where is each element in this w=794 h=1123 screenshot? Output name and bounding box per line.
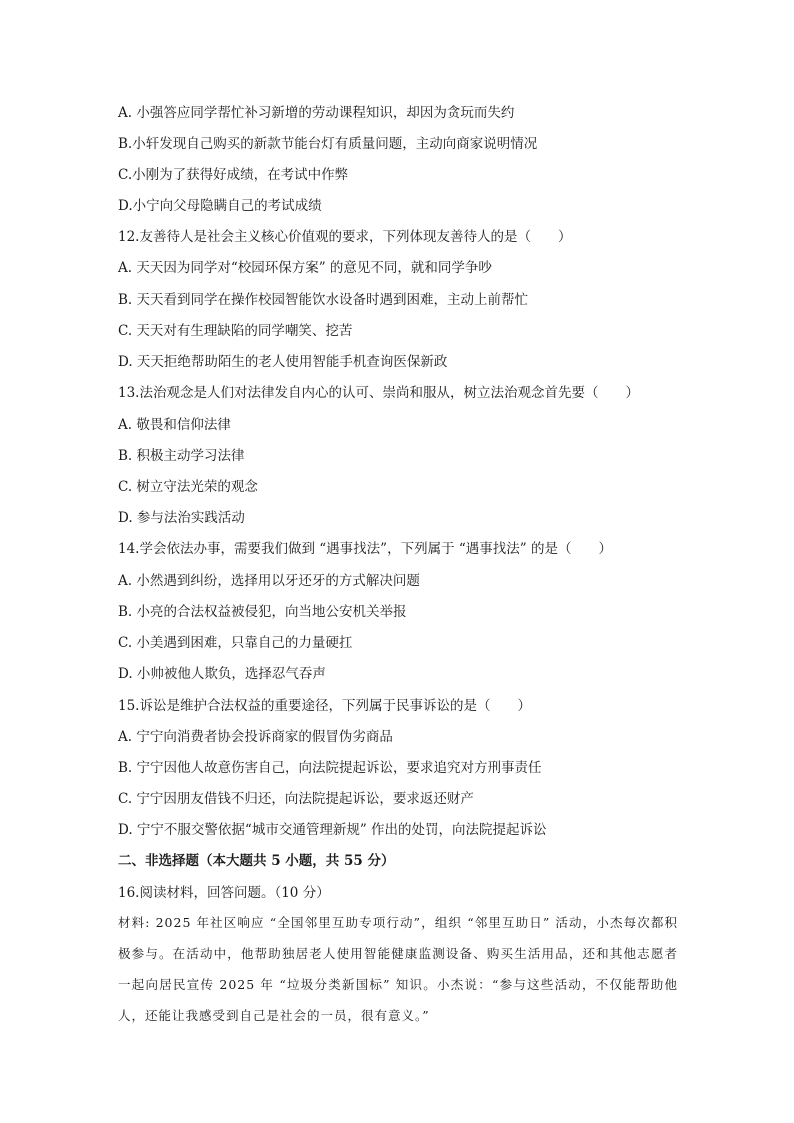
q16-material: 材料: 2025 年社区响应 “全国邻里互助专项行动”，组织 “邻里互助日” 活动，小杰每次都积极参与。在活动中，他帮助独居老人使用智能健康监测设备、购买生活用品，还和其他志愿者一起向居民宣传 2025 年 “垃圾分类新国标” 知识。小杰说：“参与这些活动，不仅能帮助他人，还能让我感受到自己是社会的一员，很有意义。” xyxy=(118,915,678,1023)
q15-option-a: A. 宁宁向消费者协会投诉商家的假冒伪劣商品 xyxy=(118,729,393,745)
q12-option-a: A. 天天因为同学对“校园环保方案” 的意见不同，就和同学争吵 xyxy=(118,260,492,276)
q13-stem: 13.法治观念是人们对法律发自内心的认可、崇尚和服从，树立法治观念首先要（ ） xyxy=(118,385,639,401)
q15-option-d: D. 宁宁不服交警依据“城市交通管理新规” 作出的处罚，向法院提起诉讼 xyxy=(118,822,547,838)
q14-option-a: A. 小然遇到纠纷，选择用以牙还牙的方式解决问题 xyxy=(118,573,420,589)
section-heading-non-choice: 二、非选择题（本大题共 5 小题，共 55 分） xyxy=(118,853,395,869)
q14-option-c: C. 小美遇到困难，只靠自己的力量硬扛 xyxy=(118,635,353,651)
q12-stem: 12.友善待人是社会主义核心价值观的要求，下列体现友善待人的是（ ） xyxy=(118,229,572,245)
q14-stem: 14.学会依法办事，需要我们做到 “遇事找法”，下列属于 “遇事找法” 的是（ ） xyxy=(118,541,612,557)
q13-option-b: B. 积极主动学习法律 xyxy=(118,448,245,464)
q15-option-c: C. 宁宁因朋友借钱不归还，向法院提起诉讼，要求返还财产 xyxy=(118,791,474,807)
q12-option-d: D. 天天拒绝帮助陌生的老人使用智能手机查询医保新政 xyxy=(118,354,448,370)
q16-stem: 16.阅读材料，回答问题。（10 分） xyxy=(118,885,330,901)
q12-option-b: B. 天天看到同学在操作校园智能饮水设备时遇到困难，主动上前帮忙 xyxy=(118,292,529,308)
q11-option-a: A. 小强答应同学帮忙补习新增的劳动课程知识，却因为贪玩而失约 xyxy=(118,105,515,121)
q14-option-d: D. 小帅被他人欺负，选择忍气吞声 xyxy=(118,666,326,682)
q13-option-c: C. 树立守法光荣的观念 xyxy=(118,479,258,495)
q15-stem: 15.诉讼是维护合法权益的重要途径，下列属于民事诉讼的是（ ） xyxy=(118,698,531,714)
q12-option-c: C. 天天对有生理缺陷的同学嘲笑、挖苦 xyxy=(118,323,353,339)
q11-option-d: D.小宁向父母隐瞒自己的考试成绩 xyxy=(118,198,322,214)
q11-option-c: C.小刚为了获得好成绩，在考试中作弊 xyxy=(118,167,349,183)
q14-option-b: B. 小亮的合法权益被侵犯，向当地公安机关举报 xyxy=(118,604,407,620)
q15-option-b: B. 宁宁因他人故意伤害自己，向法院提起诉讼，要求追究对方刑事责任 xyxy=(118,760,542,776)
q11-option-b: B.小轩发现自己购买的新款节能台灯有质量问题，主动向商家说明情况 xyxy=(118,136,538,152)
q13-option-d: D. 参与法治实践活动 xyxy=(118,510,245,526)
q13-option-a: A. 敬畏和信仰法律 xyxy=(118,417,231,433)
